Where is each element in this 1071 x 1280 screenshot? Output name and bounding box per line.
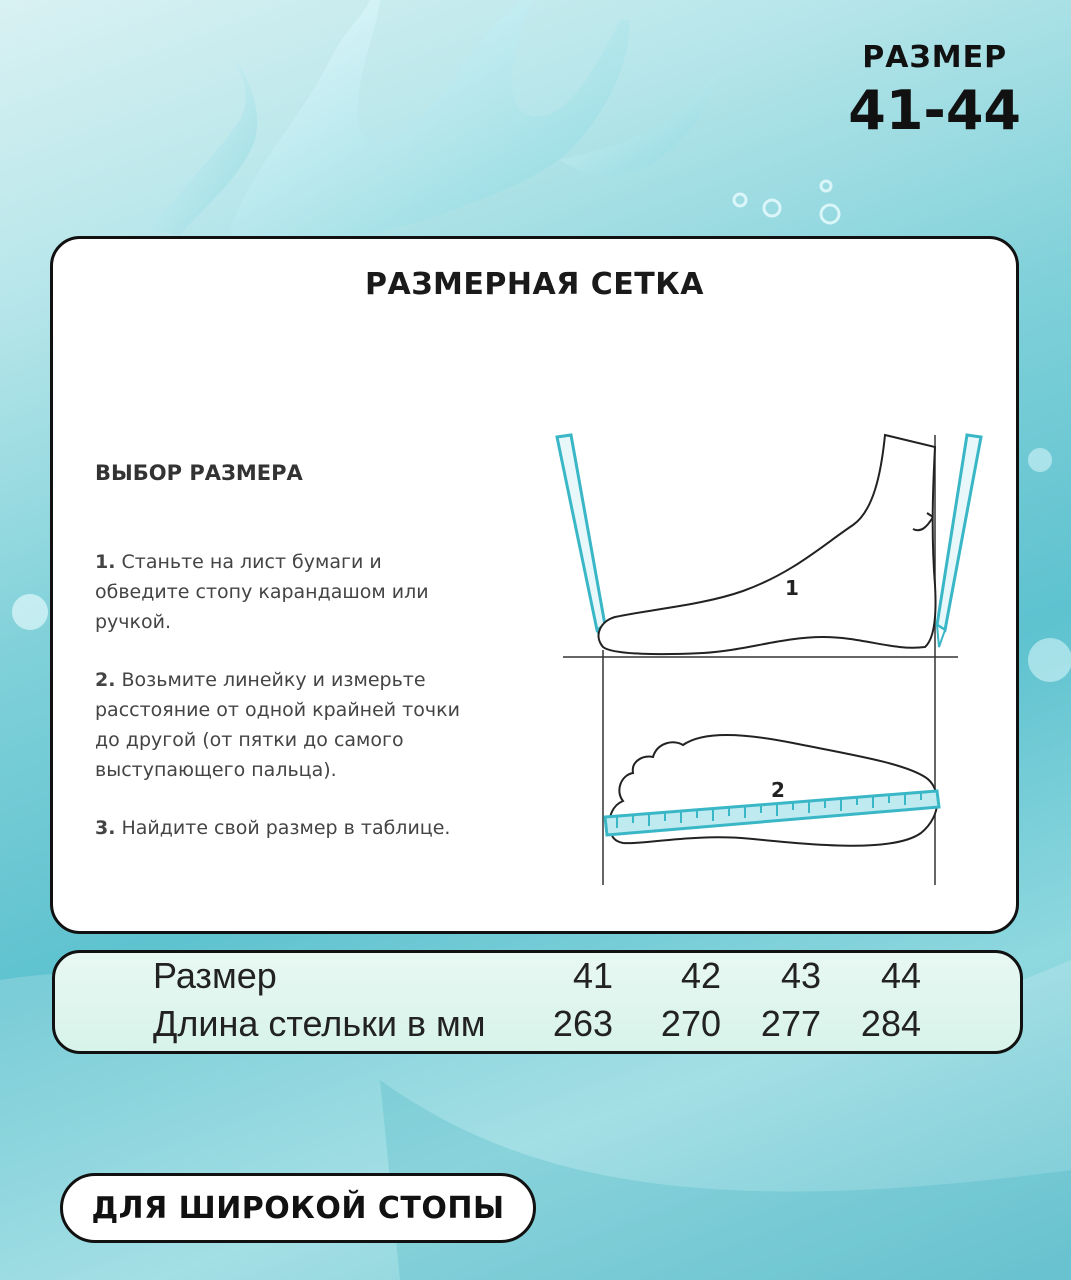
- table-cell: 42: [680, 955, 721, 996]
- size-guide-card: [50, 236, 1019, 934]
- diagram-label-2: 2: [771, 778, 785, 802]
- table-cell: 41: [572, 955, 613, 996]
- step-2: [95, 665, 505, 785]
- table-cell: 263: [552, 1003, 613, 1044]
- step-number: 3.: [95, 817, 116, 839]
- step-text: Возьмите линейку и измерьте расстояние от одной крайней точки до другой (от пятки до самого выступающего пальца).: [95, 669, 460, 781]
- step-number: 1.: [95, 551, 116, 573]
- table-cell: 43: [780, 955, 821, 996]
- wide-foot-label: ДЛЯ ШИРОКОЙ СТОПЫ: [60, 1173, 536, 1243]
- step-3: [95, 813, 505, 843]
- size-table: [52, 950, 1023, 1054]
- row-label-size: Размер: [153, 955, 277, 996]
- foot-measurement-diagram: [553, 425, 993, 895]
- step-number: 2.: [95, 669, 116, 691]
- table-cell: 284: [860, 1003, 921, 1044]
- step-text: Станьте на лист бумаги и обведите стопу карандашом или ручкой.: [95, 551, 429, 633]
- side-foot-outline: [599, 435, 936, 654]
- left-pencil-icon: [557, 435, 605, 647]
- row-label-insole-length: Длина стельки в мм: [153, 1003, 486, 1044]
- size-label: РАЗМЕР: [862, 40, 1008, 75]
- table-row: [55, 1003, 1020, 1049]
- step-text: Найдите свой размер в таблице.: [121, 817, 451, 839]
- step-1: [95, 547, 505, 637]
- selection-heading: ВЫБОР РАЗМЕРА: [95, 461, 303, 485]
- card-title: РАЗМЕРНАЯ СЕТКА: [365, 267, 704, 302]
- size-range: 41-44: [848, 79, 1021, 142]
- table-row: [55, 955, 1020, 1001]
- table-cell: 270: [660, 1003, 721, 1044]
- right-pencil-icon: [937, 435, 981, 647]
- diagram-label-1: 1: [785, 576, 799, 600]
- table-cell: 44: [880, 955, 921, 996]
- table-cell: 277: [760, 1003, 821, 1044]
- instruction-steps: [95, 547, 505, 871]
- size-range-badge: [848, 40, 1021, 142]
